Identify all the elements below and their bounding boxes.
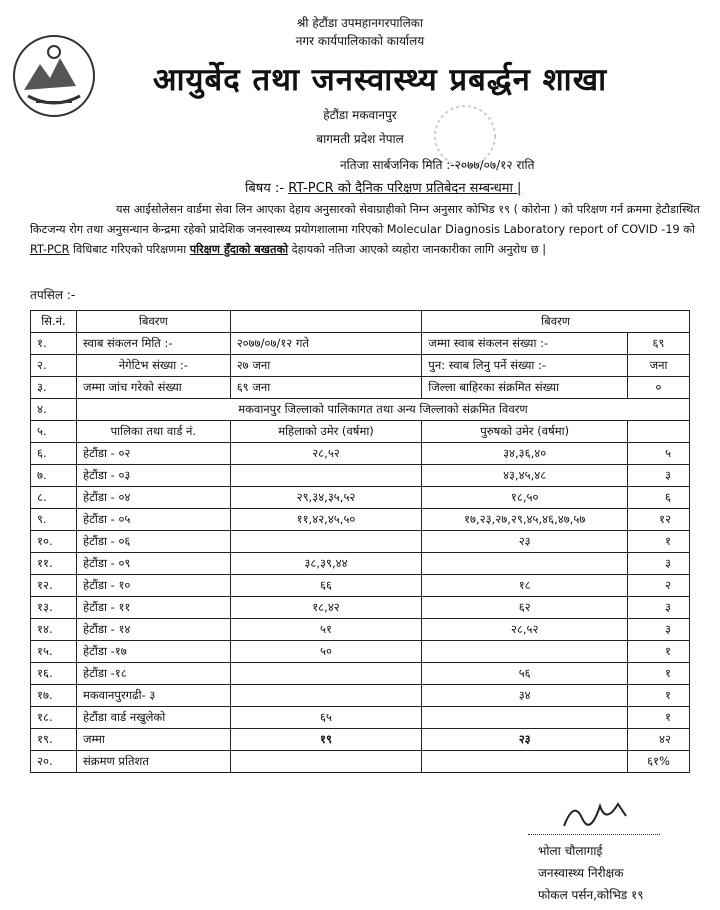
rate-row [31, 751, 690, 773]
row-total-cell: १ [628, 685, 690, 707]
province-line: बागमती प्रदेश नेपाल [316, 132, 404, 146]
place-cell: हेटौंडा -१८ [76, 663, 230, 685]
place-cell: हेटौंडा - ०५ [76, 509, 230, 531]
col-header-female: महिलाको उमेर (वर्षमा) [230, 421, 422, 443]
row-total-cell: ३ [628, 465, 690, 487]
header-sn: सि.नं. [31, 311, 77, 333]
male-ages-cell [422, 641, 628, 663]
summary-row [31, 377, 690, 399]
table-row [31, 685, 690, 707]
subject-text: RT-PCR को दैनिक परिक्षण प्रतिबेदन सम्बन्धमा | [288, 181, 522, 196]
branch-title: आयुर्बेद तथा जनस्वास्थ्य प्रबर्द्धन शाखा [152, 62, 608, 98]
sn-cell: १८. [31, 707, 77, 729]
female-ages-cell: २९,३४,३५,५२ [230, 487, 422, 509]
empty-cell [422, 751, 628, 773]
place-cell: हेटौंडा - १४ [76, 619, 230, 641]
row-total-cell: २ [628, 575, 690, 597]
male-ages-cell [422, 553, 628, 575]
summary-value: २७ जना [230, 355, 422, 377]
body-text-3: देहायको नतिजा आएको व्यहोरा जानकारीका लागि अनुरोध छ | [288, 243, 547, 256]
empty-cell [230, 751, 422, 773]
summary-label: जम्मा जांच गरेको संख्या [76, 377, 230, 399]
sn-cell: ६. [31, 443, 77, 465]
table-row [31, 597, 690, 619]
sn-cell: १४. [31, 619, 77, 641]
male-ages-cell: ४३,४५,४८ [422, 465, 628, 487]
sn-cell: २. [31, 355, 77, 377]
summary-value-2: ६९ [628, 333, 690, 355]
body-text-1: यस आईसोलेसन वार्डमा सेवा लिन आएका देहाय अनुसारको सेवाग्राहीको निम्न अनुसार कोभिड १९ ( कोरोना ) को परिक्षण गर्न क्रममा हेटौडास्थित किटजन्य रोग तथा अनुसन्धान केन्द्रमा रहेको प्रादेशिक जनस्वास्थ्य प्रयोगशालामा गरिएको Molecular Diagnosis Laboratory report of COVID -19 को [30, 203, 700, 236]
subject-label: बिषय :- [245, 181, 285, 196]
place-cell: हेटौंडा -१७ [76, 641, 230, 663]
place-cell: हेटौंडा वार्ड नखुलेको [76, 707, 230, 729]
sn-cell: ३. [31, 377, 77, 399]
total-label: जम्मा [76, 729, 230, 751]
body-text-emphasis: परिक्षण हुँदाको बखतको [189, 243, 289, 256]
female-ages-cell: १८,४२ [230, 597, 422, 619]
row-total-cell: ५ [628, 443, 690, 465]
female-ages-cell: ६५ [230, 707, 422, 729]
sn-cell: १६. [31, 663, 77, 685]
summary-row [31, 355, 690, 377]
col-header-total [628, 421, 690, 443]
office-name: श्री हेटौंडा उपमहानगरपालिका [296, 16, 424, 30]
publish-date: नतिजा सार्बजनिक मिति :-२०७७/०७/१२ राति [340, 158, 535, 172]
summary-label-2: पुन: स्वाब लिनु पर्ने संख्या :- [422, 355, 628, 377]
place-cell: हेटौंडा - ०९ [76, 553, 230, 575]
body-text-2: विधिबाट गरिएको परिक्षणमा [69, 243, 190, 256]
table-row [31, 553, 690, 575]
female-ages-cell [230, 663, 422, 685]
table-row [31, 641, 690, 663]
table-row [31, 531, 690, 553]
female-ages-cell: ५१ [230, 619, 422, 641]
sn-cell: ११. [31, 553, 77, 575]
place-cell: हेटौंडा - १० [76, 575, 230, 597]
sn-cell: १३. [31, 597, 77, 619]
header-desc-2: बिवरण [422, 311, 690, 333]
rate-label: संक्रमण प्रतिशत [76, 751, 230, 773]
row-total-cell: १ [628, 663, 690, 685]
place-cell: हेटौंडा - ०४ [76, 487, 230, 509]
results-table [30, 310, 690, 773]
summary-value: २०७७/०७/१२ गते [230, 333, 422, 355]
total-female: १९ [230, 729, 422, 751]
female-ages-cell [230, 685, 422, 707]
data-rows [31, 443, 690, 729]
section-title-row [31, 399, 690, 421]
row-total-cell: १ [628, 531, 690, 553]
signatory-title: जनस्वास्थ्य निरीक्षक [538, 866, 624, 880]
sn-cell: १५. [31, 641, 77, 663]
female-ages-cell: २८,५२ [230, 443, 422, 465]
table-header-row [31, 311, 690, 333]
rate-value: ६१% [628, 751, 690, 773]
row-total-cell: ३ [628, 619, 690, 641]
row-total-cell: ३ [628, 597, 690, 619]
female-ages-cell [230, 465, 422, 487]
table-row [31, 509, 690, 531]
summary-value-2: जना [628, 355, 690, 377]
male-ages-cell [422, 707, 628, 729]
details-label: तपसिल :- [30, 288, 76, 302]
table-row [31, 707, 690, 729]
sn-cell: ४. [31, 399, 77, 421]
female-ages-cell: ५० [230, 641, 422, 663]
female-ages-cell: ३८,३९,४४ [230, 553, 422, 575]
summary-value-2: ० [628, 377, 690, 399]
summary-value: ६९ जना [230, 377, 422, 399]
male-ages-cell: १७,२३,२७,२९,४५,४६,४७,५७ [422, 509, 628, 531]
row-total-cell: ३ [628, 553, 690, 575]
row-total-cell: ६ [628, 487, 690, 509]
place-cell: हेटौंडा - ०३ [76, 465, 230, 487]
place-cell: हेटौंडा - ०६ [76, 531, 230, 553]
summary-label-2: जम्मा स्वाब संकलन संख्या :- [422, 333, 628, 355]
total-male: २३ [422, 729, 628, 751]
signature-icon [560, 796, 630, 832]
sn-cell: ५. [31, 421, 77, 443]
female-ages-cell [230, 531, 422, 553]
place-cell: हेटौंडा - ११ [76, 597, 230, 619]
signature-line [528, 834, 660, 835]
place-cell: हेटौंडा - ०२ [76, 443, 230, 465]
sn-cell: ८. [31, 487, 77, 509]
section-title: मकवानपुर जिल्लाको पालिकागत तथा अन्य जिल्लाको संक्रमित विवरण [76, 399, 689, 421]
sn-cell: १९. [31, 729, 77, 751]
table-row [31, 443, 690, 465]
sn-cell: १०. [31, 531, 77, 553]
male-ages-cell: १८ [422, 575, 628, 597]
body-paragraph [30, 200, 700, 260]
row-total-cell: १ [628, 707, 690, 729]
city-line: हेटौंडा मकवानपुर [323, 108, 397, 122]
sn-cell: २०. [31, 751, 77, 773]
table-row [31, 663, 690, 685]
male-ages-cell: २८,५२ [422, 619, 628, 641]
signatory-name: भोला चौलागाई [538, 844, 603, 858]
sn-cell: १. [31, 333, 77, 355]
male-ages-cell: ३४ [422, 685, 628, 707]
header-desc-1: बिवरण [76, 311, 230, 333]
place-cell: मकवानपुरगढी- ३ [76, 685, 230, 707]
male-ages-cell: १८,५० [422, 487, 628, 509]
male-ages-cell: ५६ [422, 663, 628, 685]
row-total-cell: १ [628, 641, 690, 663]
signatory-role: फोकल पर्सन,कोभिड १९ [538, 888, 644, 902]
summary-label: नेगेटिभ संख्या :- [76, 355, 230, 377]
sn-cell: १२. [31, 575, 77, 597]
table-row [31, 487, 690, 509]
table-row [31, 575, 690, 597]
row-total-cell: १२ [628, 509, 690, 531]
female-ages-cell: ६६ [230, 575, 422, 597]
male-ages-cell: ३४,३६,४० [422, 443, 628, 465]
sn-cell: ९. [31, 509, 77, 531]
table-row [31, 465, 690, 487]
body-text-rtpcr: RT-PCR [30, 243, 70, 256]
summary-label-2: जिल्ला बाहिरका संक्रमित संख्या [422, 377, 628, 399]
col-header-place: पालिका तथा वार्ड नं. [76, 421, 230, 443]
summary-label: स्वाब संकलन मिति :- [76, 333, 230, 355]
total-row [31, 729, 690, 751]
sn-cell: ७. [31, 465, 77, 487]
column-header-row [31, 421, 690, 443]
sn-cell: १७. [31, 685, 77, 707]
female-ages-cell: ११,४२,४५,५० [230, 509, 422, 531]
col-header-male: पुरुषको उमेर (वर्षमा) [422, 421, 628, 443]
total-count: ४२ [628, 729, 690, 751]
office-subtitle: नगर कार्यपालिकाको कार्यालय [295, 34, 425, 48]
male-ages-cell: ६२ [422, 597, 628, 619]
male-ages-cell: २३ [422, 531, 628, 553]
subject-line [245, 178, 521, 196]
table-row [31, 619, 690, 641]
header-empty [230, 311, 422, 333]
summary-row [31, 333, 690, 355]
